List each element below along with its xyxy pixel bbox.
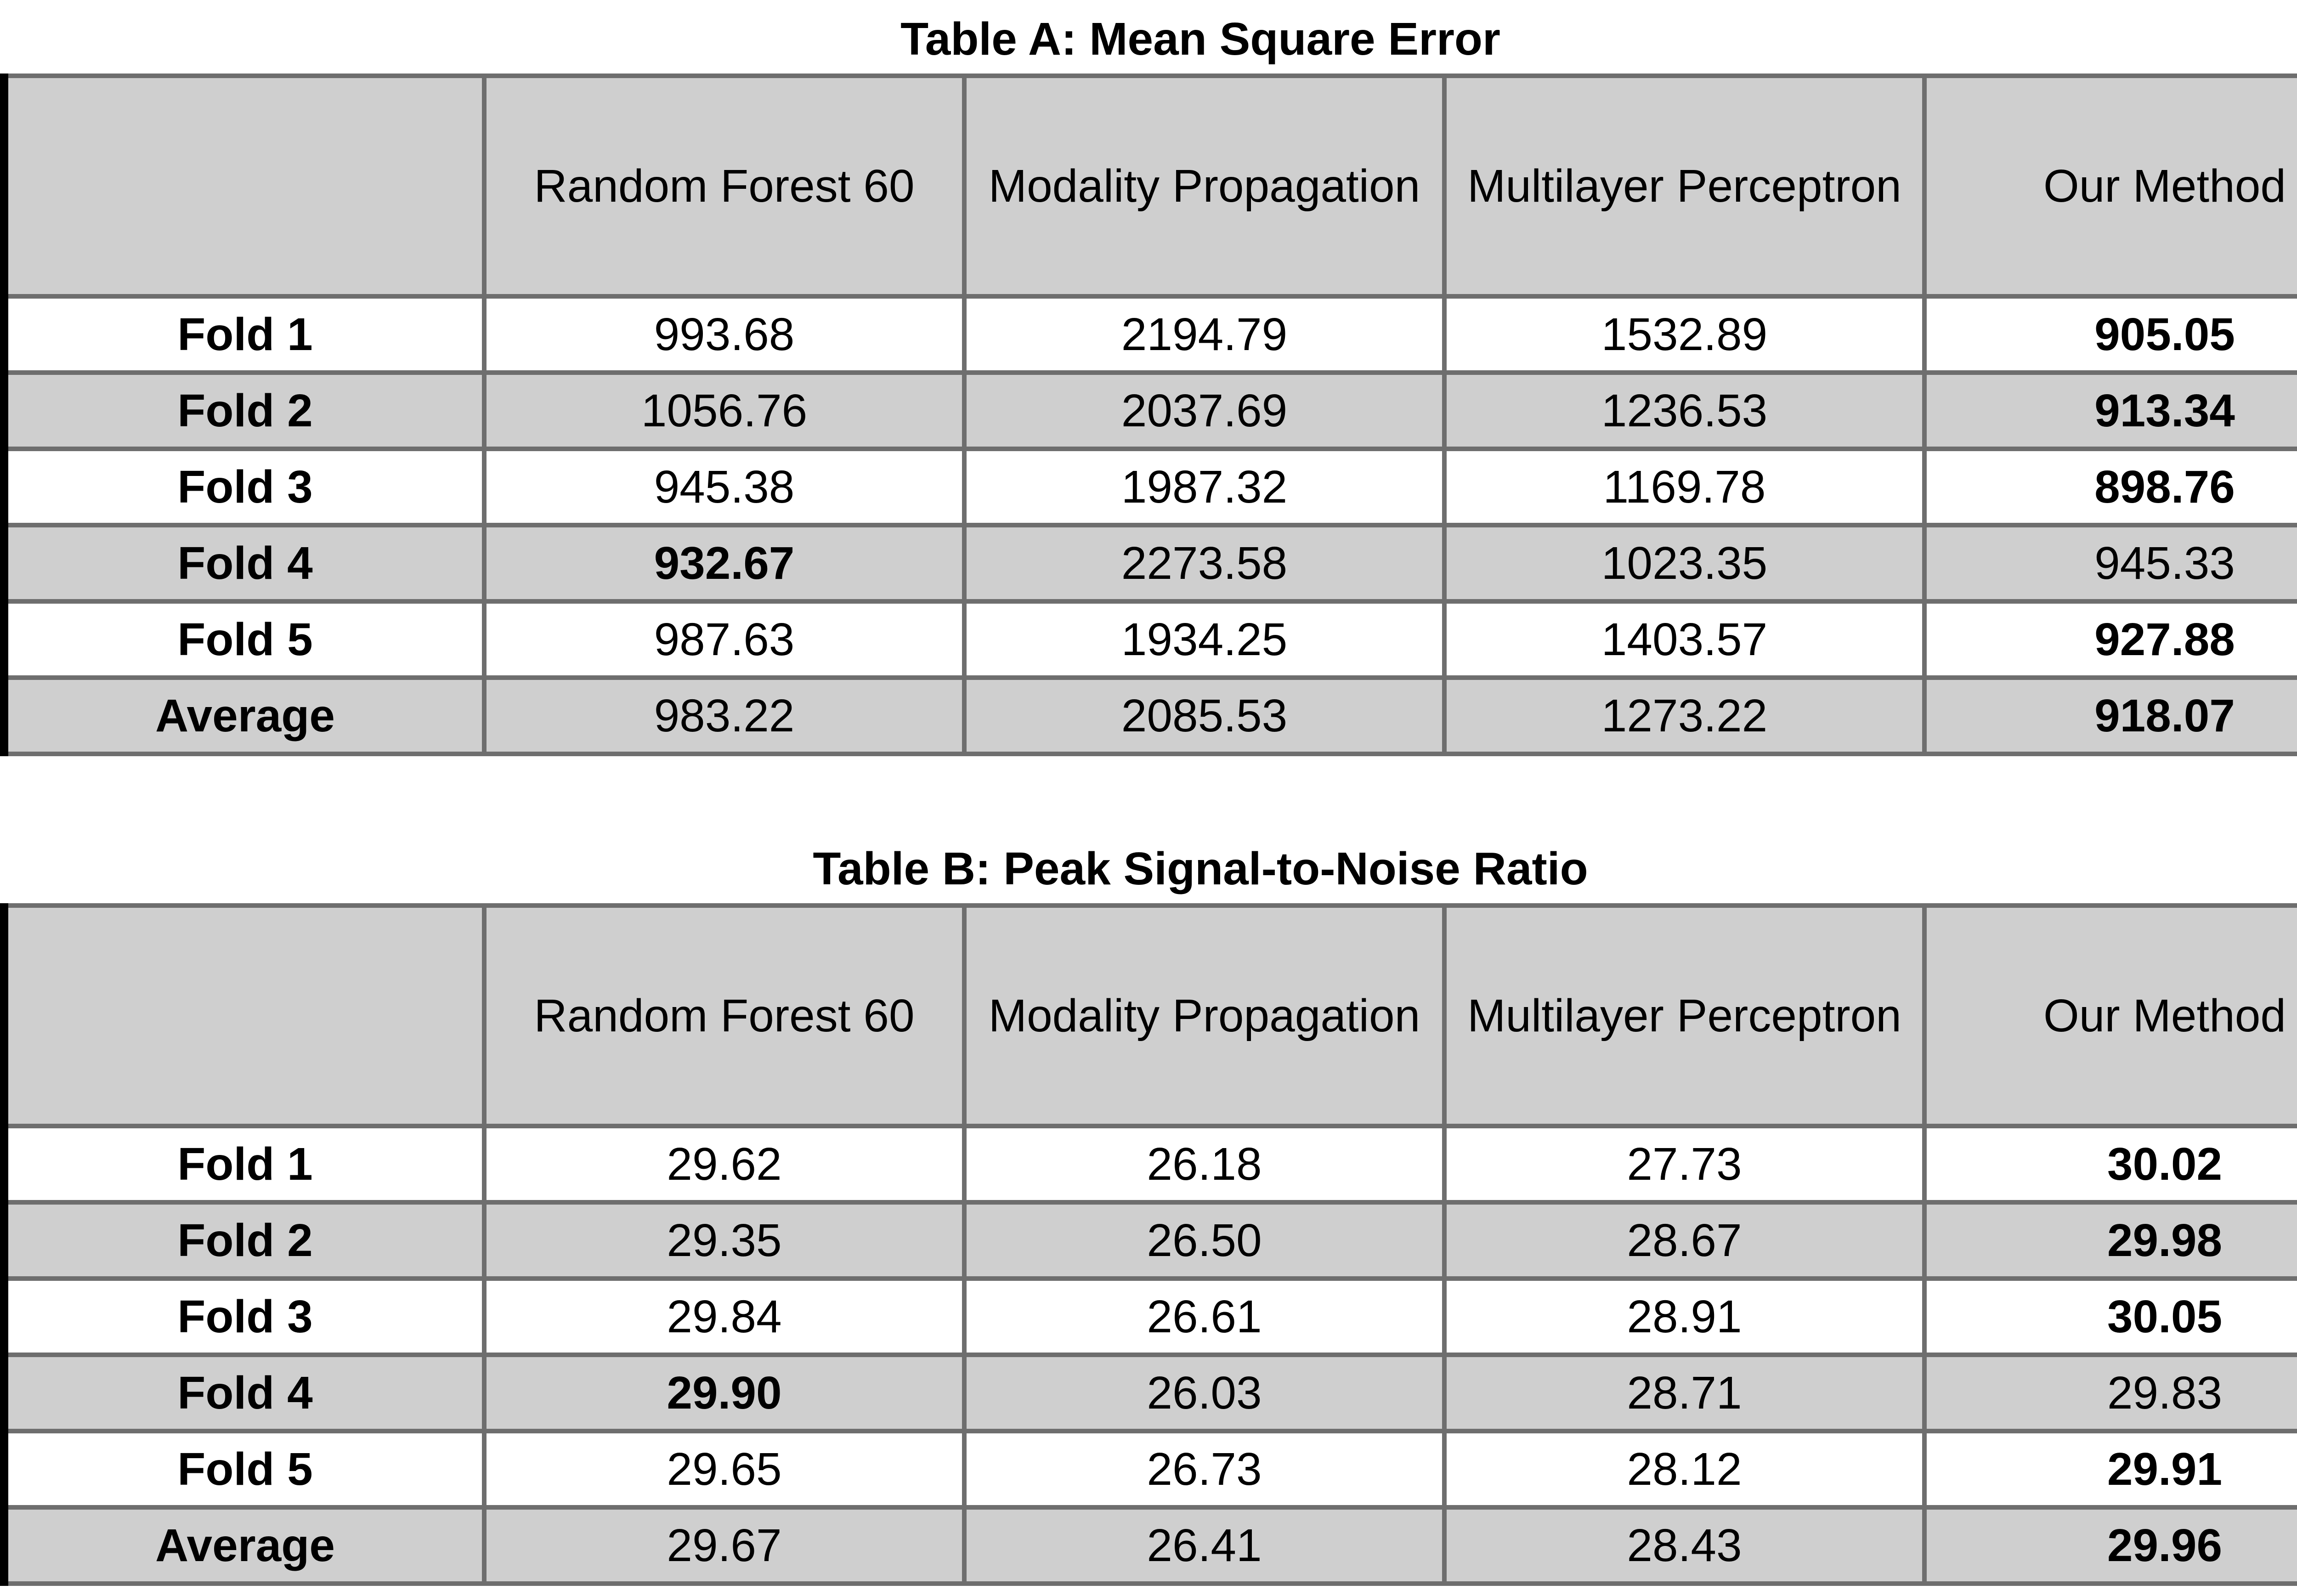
table-cell: 945.38: [484, 449, 964, 525]
table-a-grid: [0, 74, 2297, 756]
table-cell-best: 29.96: [1924, 1507, 2297, 1584]
row-label: Fold 1: [4, 296, 484, 373]
table-cell: 26.03: [964, 1355, 1444, 1431]
table-row: [4, 1507, 2297, 1584]
table-b-grid: [0, 903, 2297, 1586]
table-cell: 28.91: [1444, 1279, 1924, 1355]
table-cell: 1987.32: [964, 449, 1444, 525]
table-row: [4, 1431, 2297, 1507]
table-cell: 1056.76: [484, 373, 964, 449]
table-a-caption: Table A: Mean Square Error: [900, 13, 1500, 65]
row-label: Fold 1: [4, 1126, 484, 1202]
row-label: Fold 3: [4, 1279, 484, 1355]
table-cell: 26.50: [964, 1202, 1444, 1279]
row-label: Fold 2: [4, 373, 484, 449]
table-cell: 29.84: [484, 1279, 964, 1355]
table-cell: 29.83: [1924, 1355, 2297, 1431]
table-cell: 28.67: [1444, 1202, 1924, 1279]
header-modality-propagation: Modality Propagation: [964, 76, 1444, 296]
table-cell: 987.63: [484, 601, 964, 678]
table-cell-best: 932.67: [484, 525, 964, 601]
header-our-method: Our Method: [1924, 76, 2297, 296]
header-multilayer-perceptron: Multilayer Perceptron: [1444, 906, 1924, 1126]
table-row: [4, 1279, 2297, 1355]
row-label: Average: [4, 678, 484, 754]
table-cell-best: 30.02: [1924, 1126, 2297, 1202]
table-cell-best: 918.07: [1924, 678, 2297, 754]
table-a-header-row: [4, 76, 2297, 296]
row-label: Fold 2: [4, 1202, 484, 1279]
table-cell: 1934.25: [964, 601, 1444, 678]
table-cell: 1169.78: [1444, 449, 1924, 525]
table-cell: 29.65: [484, 1431, 964, 1507]
header-random-forest: Random Forest 60: [484, 76, 964, 296]
row-label: Fold 5: [4, 601, 484, 678]
row-label: Fold 4: [4, 525, 484, 601]
table-cell: 26.61: [964, 1279, 1444, 1355]
table-b-header-row: [4, 906, 2297, 1126]
table-cell: 1023.35: [1444, 525, 1924, 601]
header-our-method: Our Method: [1924, 906, 2297, 1126]
table-cell: 27.73: [1444, 1126, 1924, 1202]
table-cell: 29.62: [484, 1126, 964, 1202]
table-cell: 28.12: [1444, 1431, 1924, 1507]
table-cell-best: 29.91: [1924, 1431, 2297, 1507]
table-row: [4, 373, 2297, 449]
table-cell: 29.35: [484, 1202, 964, 1279]
table-cell: 2194.79: [964, 296, 1444, 373]
table-b: [0, 830, 2297, 1586]
table-cell: 1273.22: [1444, 678, 1924, 754]
table-cell: 945.33: [1924, 525, 2297, 601]
table-cell-best: 927.88: [1924, 601, 2297, 678]
row-label: Average: [4, 1507, 484, 1584]
table-row: [4, 525, 2297, 601]
table-row: [4, 449, 2297, 525]
table-cell: 1532.89: [1444, 296, 1924, 373]
table-cell: 29.67: [484, 1507, 964, 1584]
table-row: [4, 678, 2297, 754]
table-row: [4, 1202, 2297, 1279]
table-a: [0, 0, 2297, 756]
row-label: Fold 3: [4, 449, 484, 525]
table-row: [4, 296, 2297, 373]
table-cell: 1403.57: [1444, 601, 1924, 678]
header-random-forest: Random Forest 60: [484, 906, 964, 1126]
row-label: Fold 5: [4, 1431, 484, 1507]
table-cell: 2273.58: [964, 525, 1444, 601]
table-cell: 28.71: [1444, 1355, 1924, 1431]
table-cell: 26.18: [964, 1126, 1444, 1202]
header-corner-cell: [4, 76, 484, 296]
header-multilayer-perceptron: Multilayer Perceptron: [1444, 76, 1924, 296]
table-cell: 2085.53: [964, 678, 1444, 754]
header-corner-cell: [4, 906, 484, 1126]
table-cell: 26.73: [964, 1431, 1444, 1507]
table-cell: 28.43: [1444, 1507, 1924, 1584]
table-cell-best: 30.05: [1924, 1279, 2297, 1355]
table-cell: 993.68: [484, 296, 964, 373]
table-cell-best: 29.98: [1924, 1202, 2297, 1279]
row-label: Fold 4: [4, 1355, 484, 1431]
table-b-caption: Table B: Peak Signal-to-Noise Ratio: [813, 843, 1588, 894]
table-cell: 983.22: [484, 678, 964, 754]
table-cell: 26.41: [964, 1507, 1444, 1584]
table-cell-best: 29.90: [484, 1355, 964, 1431]
header-modality-propagation: Modality Propagation: [964, 906, 1444, 1126]
table-cell: 1236.53: [1444, 373, 1924, 449]
table-cell: 2037.69: [964, 373, 1444, 449]
table-cell-best: 898.76: [1924, 449, 2297, 525]
table-row: [4, 601, 2297, 678]
table-row: [4, 1355, 2297, 1431]
table-cell-best: 913.34: [1924, 373, 2297, 449]
table-cell-best: 905.05: [1924, 296, 2297, 373]
table-row: [4, 1126, 2297, 1202]
